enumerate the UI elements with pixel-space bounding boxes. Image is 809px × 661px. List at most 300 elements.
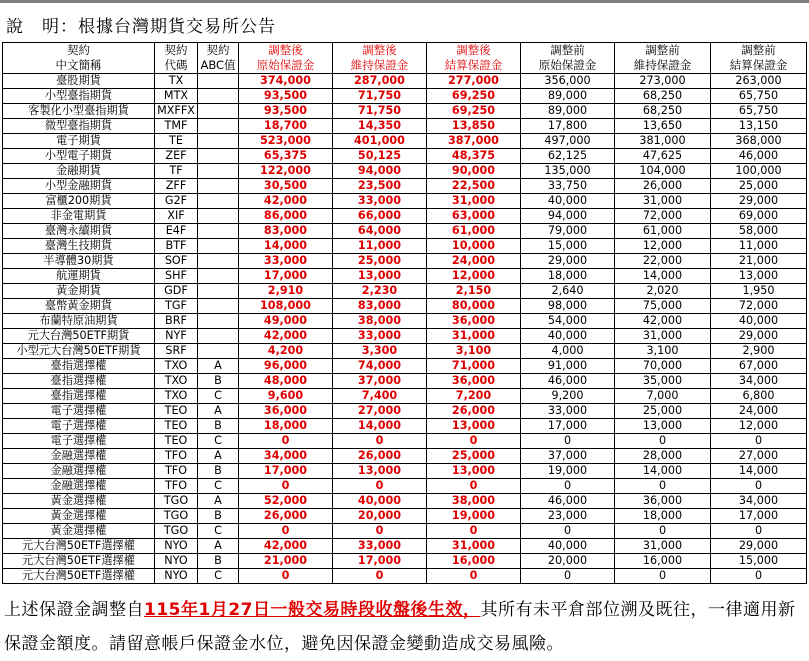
- new-settlement-margin-cell: 31,000: [427, 539, 521, 554]
- old-maintenance-margin-cell: 22,000: [615, 254, 711, 269]
- abc-value-cell: [198, 179, 239, 194]
- margin-table: [2, 42, 807, 584]
- new-maintenance-margin-cell: 71,750: [333, 89, 427, 104]
- new-initial-margin-cell: 17,000: [239, 269, 333, 284]
- contract-name-cell: 黃金期貨: [3, 284, 155, 299]
- new-maintenance-margin-cell: 20,000: [333, 509, 427, 524]
- contract-code-cell: TEO: [155, 419, 198, 434]
- new-initial-margin-cell: 4,200: [239, 344, 333, 359]
- old-initial-margin-cell: 98,000: [521, 299, 615, 314]
- old-settlement-margin-cell: 368,000: [711, 134, 807, 149]
- contract-code-cell: XIF: [155, 209, 198, 224]
- new-initial-margin-cell: 93,500: [239, 89, 333, 104]
- new-maintenance-margin-cell: 66,000: [333, 209, 427, 224]
- old-initial-margin-cell: 40,000: [521, 539, 615, 554]
- new-settlement-margin-cell: 31,000: [427, 329, 521, 344]
- new-maintenance-margin-cell: 2,230: [333, 284, 427, 299]
- abc-value-cell: C: [198, 479, 239, 494]
- old-initial-margin-cell: 0: [521, 434, 615, 449]
- new-initial-margin-cell: 0: [239, 569, 333, 584]
- old-settlement-margin-cell: 65,750: [711, 104, 807, 119]
- old-maintenance-margin-cell: 36,000: [615, 494, 711, 509]
- new-initial-margin-cell: 33,000: [239, 254, 333, 269]
- old-maintenance-margin-cell: 42,000: [615, 314, 711, 329]
- old-settlement-margin-cell: 69,000: [711, 209, 807, 224]
- old-maintenance-margin-cell: 14,000: [615, 464, 711, 479]
- new-settlement-margin-cell: 38,000: [427, 494, 521, 509]
- abc-value-cell: C: [198, 389, 239, 404]
- old-maintenance-margin-cell: 31,000: [615, 194, 711, 209]
- abc-value-cell: B: [198, 554, 239, 569]
- new-maintenance-margin-cell: 26,000: [333, 449, 427, 464]
- old-settlement-margin-cell: 0: [711, 524, 807, 539]
- abc-value-cell: C: [198, 569, 239, 584]
- old-maintenance-margin-cell: 25,000: [615, 404, 711, 419]
- contract-name-cell: 非金電期貨: [3, 209, 155, 224]
- contract-name-cell: 電子期貨: [3, 134, 155, 149]
- new-maintenance-margin-cell: 40,000: [333, 494, 427, 509]
- new-settlement-margin-cell: 2,150: [427, 284, 521, 299]
- abc-value-cell: C: [198, 434, 239, 449]
- new-settlement-margin-header: 調整後: [427, 43, 521, 59]
- old-maintenance-margin-cell: 381,000: [615, 134, 711, 149]
- old-maintenance-margin-cell: 16,000: [615, 554, 711, 569]
- old-maintenance-margin-cell: 72,000: [615, 209, 711, 224]
- old-maintenance-margin-header: 調整前: [615, 43, 711, 59]
- table-row: [3, 449, 807, 464]
- new-maintenance-margin-cell: 3,300: [333, 344, 427, 359]
- contract-code-cell: TGO: [155, 524, 198, 539]
- contract-code-cell: TGF: [155, 299, 198, 314]
- old-settlement-margin-cell: 11,000: [711, 239, 807, 254]
- old-initial-margin-cell: 2,640: [521, 284, 615, 299]
- new-initial-margin-cell: 374,000: [239, 74, 333, 89]
- old-settlement-margin-cell: 21,000: [711, 254, 807, 269]
- new-initial-margin-cell: 49,000: [239, 314, 333, 329]
- old-initial-margin-cell: 37,000: [521, 449, 615, 464]
- old-settlement-margin-cell: 15,000: [711, 554, 807, 569]
- new-settlement-margin-cell: 10,000: [427, 239, 521, 254]
- abc-value-cell: B: [198, 509, 239, 524]
- new-initial-margin-cell: 9,600: [239, 389, 333, 404]
- contract-name-cell: 臺幣黃金期貨: [3, 299, 155, 314]
- old-maintenance-margin-header: 維持保證金: [615, 58, 711, 74]
- old-settlement-margin-cell: 29,000: [711, 329, 807, 344]
- old-initial-margin-header: 調整前: [521, 43, 615, 59]
- table-row: [3, 539, 807, 554]
- table-row: [3, 194, 807, 209]
- new-initial-margin-cell: 21,000: [239, 554, 333, 569]
- old-maintenance-margin-cell: 28,000: [615, 449, 711, 464]
- old-settlement-margin-cell: 72,000: [711, 299, 807, 314]
- new-settlement-margin-cell: 69,250: [427, 89, 521, 104]
- contract-code-header: 契約: [155, 43, 198, 59]
- new-initial-margin-cell: 523,000: [239, 134, 333, 149]
- new-settlement-margin-cell: 0: [427, 524, 521, 539]
- new-settlement-margin-header: 結算保證金: [427, 58, 521, 74]
- old-settlement-margin-cell: 46,000: [711, 149, 807, 164]
- new-maintenance-margin-cell: 0: [333, 479, 427, 494]
- old-initial-margin-cell: 79,000: [521, 224, 615, 239]
- table-row: [3, 374, 807, 389]
- old-maintenance-margin-cell: 3,100: [615, 344, 711, 359]
- table-row: [3, 554, 807, 569]
- old-initial-margin-cell: 40,000: [521, 194, 615, 209]
- old-maintenance-margin-cell: 26,000: [615, 179, 711, 194]
- old-maintenance-margin-cell: 2,020: [615, 284, 711, 299]
- new-initial-margin-cell: 14,000: [239, 239, 333, 254]
- old-initial-margin-cell: 33,750: [521, 179, 615, 194]
- new-settlement-margin-cell: 13,000: [427, 419, 521, 434]
- new-initial-margin-cell: 26,000: [239, 509, 333, 524]
- old-maintenance-margin-cell: 14,000: [615, 269, 711, 284]
- new-initial-margin-cell: 122,000: [239, 164, 333, 179]
- new-settlement-margin-cell: 0: [427, 434, 521, 449]
- new-initial-margin-cell: 48,000: [239, 374, 333, 389]
- new-settlement-margin-cell: 63,000: [427, 209, 521, 224]
- new-maintenance-margin-cell: 37,000: [333, 374, 427, 389]
- old-initial-margin-cell: 89,000: [521, 89, 615, 104]
- contract-name-cell: 富櫃200期貨: [3, 194, 155, 209]
- new-maintenance-margin-cell: 0: [333, 569, 427, 584]
- abc-value-cell: A: [198, 404, 239, 419]
- table-row: [3, 569, 807, 584]
- table-row: [3, 134, 807, 149]
- new-maintenance-margin-cell: 11,000: [333, 239, 427, 254]
- new-settlement-margin-cell: 7,200: [427, 389, 521, 404]
- table-row: [3, 149, 807, 164]
- abc-value-cell: [198, 209, 239, 224]
- contract-name-cell: 小型元大台灣50ETF期貨: [3, 344, 155, 359]
- table-row: [3, 254, 807, 269]
- abc-value-cell: B: [198, 464, 239, 479]
- old-initial-margin-cell: 18,000: [521, 269, 615, 284]
- new-initial-margin-cell: 0: [239, 434, 333, 449]
- abc-value-cell: [198, 149, 239, 164]
- contract-name-cell: 客製化小型臺指期貨: [3, 104, 155, 119]
- contract-name-cell: 臺灣生技期貨: [3, 239, 155, 254]
- contract-code-cell: TMF: [155, 119, 198, 134]
- contract-code-cell: ZFF: [155, 179, 198, 194]
- old-initial-margin-cell: 0: [521, 569, 615, 584]
- contract-code-cell: NYO: [155, 539, 198, 554]
- old-initial-margin-cell: 54,000: [521, 314, 615, 329]
- abc-value-cell: [198, 329, 239, 344]
- table-row: [3, 494, 807, 509]
- old-maintenance-margin-cell: 70,000: [615, 359, 711, 374]
- old-maintenance-margin-cell: 0: [615, 434, 711, 449]
- new-initial-margin-cell: 42,000: [239, 539, 333, 554]
- new-settlement-margin-cell: 0: [427, 569, 521, 584]
- abc-value-cell: C: [198, 524, 239, 539]
- old-settlement-margin-cell: 0: [711, 479, 807, 494]
- old-settlement-margin-cell: 17,000: [711, 509, 807, 524]
- abc-value-cell: [198, 299, 239, 314]
- old-settlement-margin-cell: 58,000: [711, 224, 807, 239]
- abc-value-cell: [198, 239, 239, 254]
- new-maintenance-margin-cell: 71,750: [333, 104, 427, 119]
- table-row: [3, 359, 807, 374]
- old-settlement-margin-cell: 263,000: [711, 74, 807, 89]
- contract-code-cell: ZEF: [155, 149, 198, 164]
- old-initial-margin-cell: 4,000: [521, 344, 615, 359]
- contract-code-cell: TXO: [155, 389, 198, 404]
- old-maintenance-margin-cell: 104,000: [615, 164, 711, 179]
- abc-value-cell: [198, 134, 239, 149]
- new-maintenance-margin-cell: 14,350: [333, 119, 427, 134]
- table-row: [3, 404, 807, 419]
- new-initial-margin-cell: 36,000: [239, 404, 333, 419]
- contract-name-cell: 小型電子期貨: [3, 149, 155, 164]
- old-initial-margin-cell: 0: [521, 479, 615, 494]
- page-title: 說 明：根據台灣期貨交易所公告: [6, 17, 276, 37]
- contract-code-cell: MTX: [155, 89, 198, 104]
- contract-code-cell: NYO: [155, 569, 198, 584]
- contract-name-cell: 金融選擇權: [3, 464, 155, 479]
- table-row: [3, 329, 807, 344]
- abc-value-cell: [198, 89, 239, 104]
- new-initial-margin-cell: 18,000: [239, 419, 333, 434]
- old-settlement-margin-cell: 12,000: [711, 419, 807, 434]
- old-maintenance-margin-cell: 75,000: [615, 299, 711, 314]
- new-maintenance-margin-header: 調整後: [333, 43, 427, 59]
- old-settlement-margin-cell: 34,000: [711, 374, 807, 389]
- new-settlement-margin-cell: 12,000: [427, 269, 521, 284]
- contract-name-cell: 臺指選擇權: [3, 359, 155, 374]
- contract-name-cell: 小型臺指期貨: [3, 89, 155, 104]
- new-settlement-margin-cell: 36,000: [427, 374, 521, 389]
- old-settlement-margin-cell: 27,000: [711, 449, 807, 464]
- old-settlement-margin-cell: 0: [711, 434, 807, 449]
- new-maintenance-margin-cell: 25,000: [333, 254, 427, 269]
- old-settlement-margin-cell: 2,900: [711, 344, 807, 359]
- table-row: [3, 89, 807, 104]
- new-initial-margin-cell: 42,000: [239, 194, 333, 209]
- new-initial-margin-cell: 93,500: [239, 104, 333, 119]
- contract-code-cell: TXO: [155, 359, 198, 374]
- contract-code-cell: BTF: [155, 239, 198, 254]
- table-row: [3, 509, 807, 524]
- old-initial-margin-cell: 9,200: [521, 389, 615, 404]
- contract-name-cell: 微型臺指期貨: [3, 119, 155, 134]
- contract-name-cell: 黃金選擇權: [3, 509, 155, 524]
- new-maintenance-margin-cell: 23,500: [333, 179, 427, 194]
- new-settlement-margin-cell: 19,000: [427, 509, 521, 524]
- table-row: [3, 419, 807, 434]
- contract-name-cell: 電子選擇權: [3, 434, 155, 449]
- table-header: [3, 43, 807, 74]
- contract-code-cell: BRF: [155, 314, 198, 329]
- old-initial-margin-cell: 46,000: [521, 494, 615, 509]
- abc-value-cell: B: [198, 374, 239, 389]
- old-maintenance-margin-cell: 68,250: [615, 104, 711, 119]
- new-initial-margin-cell: 30,500: [239, 179, 333, 194]
- table-row: [3, 344, 807, 359]
- new-settlement-margin-cell: 31,000: [427, 194, 521, 209]
- table-row: [3, 464, 807, 479]
- contract-name-cell: 布蘭特原油期貨: [3, 314, 155, 329]
- new-maintenance-margin-cell: 33,000: [333, 539, 427, 554]
- new-settlement-margin-cell: 16,000: [427, 554, 521, 569]
- old-settlement-margin-cell: 29,000: [711, 539, 807, 554]
- new-maintenance-margin-cell: 27,000: [333, 404, 427, 419]
- new-maintenance-margin-cell: 83,000: [333, 299, 427, 314]
- contract-name-cell: 元大台灣50ETF期貨: [3, 329, 155, 344]
- contract-name-cell: 半導體30期貨: [3, 254, 155, 269]
- old-settlement-margin-cell: 34,000: [711, 494, 807, 509]
- table-row: [3, 239, 807, 254]
- abc-value-cell: [198, 269, 239, 284]
- old-maintenance-margin-cell: 0: [615, 569, 711, 584]
- old-maintenance-margin-cell: 7,000: [615, 389, 711, 404]
- old-initial-margin-cell: 356,000: [521, 74, 615, 89]
- new-initial-margin-cell: 0: [239, 524, 333, 539]
- abc-value-cell: [198, 314, 239, 329]
- new-initial-margin-cell: 2,910: [239, 284, 333, 299]
- abc-value-cell: [198, 224, 239, 239]
- contract-name-cell: 電子選擇權: [3, 419, 155, 434]
- new-maintenance-margin-cell: 74,000: [333, 359, 427, 374]
- abc-value-cell: A: [198, 449, 239, 464]
- old-initial-margin-cell: 46,000: [521, 374, 615, 389]
- table-row: [3, 314, 807, 329]
- notice-suffix: 其所有未平倉部位溯及既往，一律適用新保證金額度。請留意帳戶保證金水位，避免因保證金變動造成交易風險。: [4, 600, 796, 654]
- contract-code-cell: TFO: [155, 449, 198, 464]
- table-row: [3, 479, 807, 494]
- contract-name-cell: 黃金選擇權: [3, 524, 155, 539]
- top-divider: [0, 0, 809, 3]
- contract-code-cell: G2F: [155, 194, 198, 209]
- abc-value-cell: [198, 119, 239, 134]
- abc-value-header: ABC值: [198, 58, 239, 74]
- contract-code-cell: TFO: [155, 464, 198, 479]
- abc-value-cell: A: [198, 539, 239, 554]
- old-settlement-margin-cell: 67,000: [711, 359, 807, 374]
- old-settlement-margin-cell: 1,950: [711, 284, 807, 299]
- contract-name-cell: 臺指選擇權: [3, 389, 155, 404]
- old-initial-margin-cell: 15,000: [521, 239, 615, 254]
- old-maintenance-margin-cell: 68,250: [615, 89, 711, 104]
- old-maintenance-margin-cell: 47,625: [615, 149, 711, 164]
- old-settlement-margin-cell: 13,000: [711, 269, 807, 284]
- new-initial-margin-cell: 86,000: [239, 209, 333, 224]
- old-maintenance-margin-cell: 12,000: [615, 239, 711, 254]
- contract-name-cell: 電子選擇權: [3, 404, 155, 419]
- new-settlement-margin-cell: 387,000: [427, 134, 521, 149]
- old-initial-margin-cell: 29,000: [521, 254, 615, 269]
- old-settlement-margin-cell: 65,750: [711, 89, 807, 104]
- abc-value-cell: [198, 164, 239, 179]
- old-settlement-margin-cell: 100,000: [711, 164, 807, 179]
- old-settlement-margin-cell: 29,000: [711, 194, 807, 209]
- old-initial-margin-cell: 89,000: [521, 104, 615, 119]
- contract-name-cell: 航運期貨: [3, 269, 155, 284]
- new-settlement-margin-cell: 26,000: [427, 404, 521, 419]
- new-initial-margin-cell: 108,000: [239, 299, 333, 314]
- old-maintenance-margin-cell: 35,000: [615, 374, 711, 389]
- table-row: [3, 284, 807, 299]
- new-settlement-margin-cell: 36,000: [427, 314, 521, 329]
- contract-code-cell: SRF: [155, 344, 198, 359]
- new-maintenance-margin-cell: 287,000: [333, 74, 427, 89]
- old-settlement-margin-cell: 24,000: [711, 404, 807, 419]
- new-settlement-margin-cell: 3,100: [427, 344, 521, 359]
- notice-text: [4, 593, 809, 661]
- contract-code-cell: NYF: [155, 329, 198, 344]
- header-row: [3, 43, 807, 59]
- new-settlement-margin-cell: 71,000: [427, 359, 521, 374]
- new-maintenance-margin-cell: 13,000: [333, 269, 427, 284]
- new-initial-margin-cell: 52,000: [239, 494, 333, 509]
- contract-name-cell: 金融期貨: [3, 164, 155, 179]
- header-row: [3, 58, 807, 74]
- new-initial-margin-cell: 42,000: [239, 329, 333, 344]
- contract-code-cell: SOF: [155, 254, 198, 269]
- old-initial-margin-cell: 17,800: [521, 119, 615, 134]
- contract-code-header: 代碼: [155, 58, 198, 74]
- table-row: [3, 104, 807, 119]
- contract-code-cell: GDF: [155, 284, 198, 299]
- abc-value-cell: [198, 344, 239, 359]
- old-initial-margin-header: 原始保證金: [521, 58, 615, 74]
- contract-code-cell: TXO: [155, 374, 198, 389]
- contract-code-cell: TGO: [155, 494, 198, 509]
- table-row: [3, 179, 807, 194]
- table-row: [3, 74, 807, 89]
- old-maintenance-margin-cell: 13,000: [615, 419, 711, 434]
- old-settlement-margin-cell: 6,800: [711, 389, 807, 404]
- new-initial-margin-cell: 0: [239, 479, 333, 494]
- old-settlement-margin-cell: 14,000: [711, 464, 807, 479]
- new-settlement-margin-cell: 69,250: [427, 104, 521, 119]
- contract-code-cell: MXFFX: [155, 104, 198, 119]
- old-initial-margin-cell: 497,000: [521, 134, 615, 149]
- new-settlement-margin-cell: 48,375: [427, 149, 521, 164]
- old-settlement-margin-cell: 0: [711, 569, 807, 584]
- new-initial-margin-cell: 17,000: [239, 464, 333, 479]
- old-settlement-margin-cell: 25,000: [711, 179, 807, 194]
- contract-code-cell: SHF: [155, 269, 198, 284]
- old-maintenance-margin-cell: 273,000: [615, 74, 711, 89]
- new-settlement-margin-cell: 24,000: [427, 254, 521, 269]
- contract-code-cell: NYO: [155, 554, 198, 569]
- new-initial-margin-cell: 83,000: [239, 224, 333, 239]
- new-settlement-margin-cell: 80,000: [427, 299, 521, 314]
- contract-name-cell: 臺指選擇權: [3, 374, 155, 389]
- old-initial-margin-cell: 135,000: [521, 164, 615, 179]
- new-settlement-margin-cell: 13,850: [427, 119, 521, 134]
- abc-value-cell: A: [198, 359, 239, 374]
- contract-name-cell: 金融選擇權: [3, 479, 155, 494]
- new-maintenance-margin-header: 維持保證金: [333, 58, 427, 74]
- old-settlement-margin-header: 結算保證金: [711, 58, 807, 74]
- new-initial-margin-cell: 18,700: [239, 119, 333, 134]
- table-row: [3, 164, 807, 179]
- abc-value-cell: A: [198, 494, 239, 509]
- new-maintenance-margin-cell: 94,000: [333, 164, 427, 179]
- old-maintenance-margin-cell: 0: [615, 479, 711, 494]
- old-initial-margin-cell: 17,000: [521, 419, 615, 434]
- table-row: [3, 224, 807, 239]
- abc-value-cell: [198, 74, 239, 89]
- old-initial-margin-cell: 0: [521, 524, 615, 539]
- new-settlement-margin-cell: 61,000: [427, 224, 521, 239]
- new-initial-margin-cell: 65,375: [239, 149, 333, 164]
- old-maintenance-margin-cell: 13,650: [615, 119, 711, 134]
- contract-code-cell: TX: [155, 74, 198, 89]
- new-initial-margin-header: 調整後: [239, 43, 333, 59]
- new-settlement-margin-cell: 25,000: [427, 449, 521, 464]
